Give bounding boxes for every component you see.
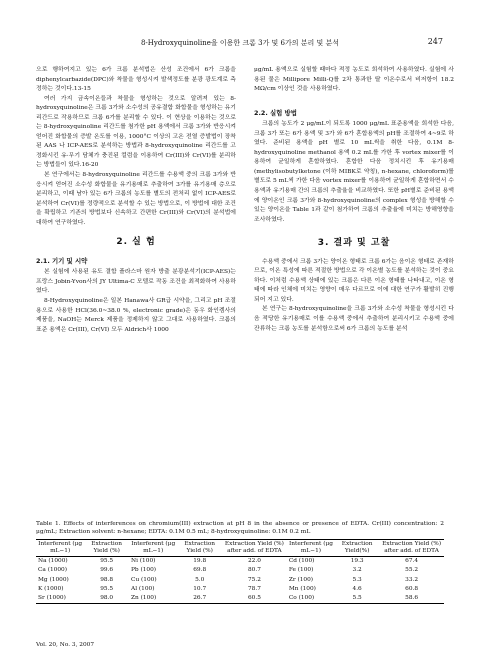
paragraph: 본 실험에 사용된 유도 결합 플라스마 원자 방출 분광분석기(ICP-AES)는 프랑스 Jobin-Yvon사의 JY Ultima-C 모델로 작동 조건을 최적화하여 사용하였다. bbox=[36, 269, 236, 295]
table-cell: 99.6 bbox=[100, 567, 114, 574]
table-cell: 95.5 bbox=[100, 558, 114, 564]
page-number: 247 bbox=[427, 37, 443, 46]
paragraph: 8-Hydroxyquinoline은 일본 Hanawa사 GR급 시약을, 그리고 pH 조절용으로 사용한 HCl(36.0~38.0 %, electronic grade)은 동우 화인켐사의 제품을, NaOH는 Merck 제품을 정제하지 않고 그대로 사용하였다. 크롬의 표준 용액은 Cr(III), Cr(VI) 모두 Aldrich사 1000 bbox=[36, 298, 236, 333]
column-header: Extraction Yield (%) bbox=[184, 541, 216, 554]
table-header-row bbox=[36, 540, 444, 557]
paragraph: 여러 가지 금속이온들과 착물을 형성하는 것으로 알려져 있는 8-hydroxyquinoline은 크롬 3가와 소수성의 공유결합 화합물을 형성하는 유기리간드로 작용하므로 크롬 6가를 분리할 수 있다. 이 현상을 이용하는 것으로는 8-hydroxyquinoline 리간드를 첨가한 pH 용액에서 크롬 3가와 반응시켜 얻어진 화합물의 증발 온도를 이용, 1000°C 이상의 고온 전열 증발법이 장착된 AAS 나 ICP-AES로 분석하는 방법과 8-hydroxyquinoline 리간드를 고정화시킨 유·무기 담체가 충진된 컬럼을 이용하여 Cr(III)와 Cr(VI)를 분리하는 방법들이 있다.16-20 bbox=[36, 95, 236, 169]
footer-volume: Vol. 20, No. 3, 2007 bbox=[36, 642, 95, 648]
table-cell: Zr (100) bbox=[288, 576, 314, 583]
table-cell: 75.2 bbox=[247, 576, 261, 583]
table-cell: Pb (100) bbox=[131, 567, 157, 574]
table-cell: Sr (1000) bbox=[38, 595, 66, 602]
table-cell: 98.8 bbox=[100, 576, 114, 583]
table-cell: 58.6 bbox=[405, 595, 419, 602]
paragraph: 수용액 중에서 크롬 3가는 양이온 형태로 크롬 6가는 음이온 형태로 존재하므로, 이온 특성에 따른 적절한 방법으로 각 이온별 농도를 분석하는 것이 중요하다. 이처럼 수용액 상태에 있는 크롬은 다른 이온 형태를 나타내고, 이온 형태에 따라 인체에 미치는 영향이 매우 다르므로 이에 대한 연구가 활발히 진행되어 지고 있다. bbox=[254, 258, 454, 303]
table-cell: 67.4 bbox=[405, 558, 419, 564]
table-cell: 80.7 bbox=[247, 567, 261, 574]
table-cell: 69.8 bbox=[193, 567, 207, 574]
paragraph: μg/mL 용액으로 실험할 때마다 적정 농도로 희석하여 사용하였다. 실험에 사용된 물은 Millipore Milli-Q를 2차 통과한 탈 이온수로서 비저항이 18.2 MΩ/cm 이상인 것을 사용하였다. bbox=[254, 67, 454, 93]
right-column bbox=[254, 66, 454, 334]
column-header: Extraction Yield (%) bbox=[91, 541, 123, 554]
table-cell: 22.0 bbox=[247, 558, 261, 564]
table-cell: 60.8 bbox=[405, 585, 419, 592]
table-row bbox=[36, 585, 444, 594]
table-cell: 26.7 bbox=[193, 595, 207, 602]
table-cell: 19.8 bbox=[193, 558, 207, 564]
table-cell: 78.7 bbox=[247, 585, 261, 592]
paragraph: 으로 행하여지고 있는 6가 크롬 분석법은 산성 조건에서 6가 크롬을 diphenylcarbazide(DPC)와 착물을 형성시켜 발색정도를 분광 광도계로 측정하는 것이다.13-15 bbox=[36, 67, 236, 93]
table-cell: 5.3 bbox=[352, 576, 362, 583]
table-cell: 95.5 bbox=[100, 585, 114, 592]
table-cell: 55.2 bbox=[405, 567, 419, 574]
subsection-title-method: 2.2. 실험 방법 bbox=[254, 108, 297, 117]
table-cell: Cu (100) bbox=[131, 576, 157, 583]
column-header: Extraction Yield (%) after add. of EDTA bbox=[224, 541, 284, 554]
table-cell: K (1000) bbox=[38, 585, 64, 592]
table-cell: Ni (100) bbox=[131, 558, 156, 564]
table-cell: 5.5 bbox=[352, 595, 362, 602]
table-cell: Zn (100) bbox=[131, 595, 157, 602]
section-title-results: 3. 결과 및 고찰 bbox=[317, 238, 391, 249]
column-header: Interferent (μg mL−1) bbox=[131, 541, 176, 554]
table-row bbox=[36, 566, 444, 575]
column-header: Extraction Yield (%) after add. of EDTA bbox=[382, 541, 442, 554]
table-row bbox=[36, 594, 444, 604]
paragraph: 본 연구에서는 8-hydroxyquinoline 리간드를 수용액 중의 크롬 3가와 반응시켜 얻어진 소수성 화합물을 유기용매로 추출하여 3가를 유기용매 층으로 분리하고, 이때 남아 있는 6가 크롬의 농도를 별도의 전처리 없이 ICP-AES로 분석하여 Cr(VI)를 정량적으로 분석할 수 있는 방법으로, 이 방법에 대한 조건을 확립하고 기존의 방법보다 신속하고 간편한 Cr(III)와 Cr(VI)의 분석법에 대하여 연구하였다. bbox=[36, 172, 236, 226]
paragraph: 크롬의 농도가 2 μg/mL이 되도록 1000 μg/mL 표준용액을 희석한 다음, 크롬 3가 또는 6가 용액 및 3가 와 6가 혼합용액의 pH를 조절하여 4~9로 하였다. 준비된 용액을 pH 별로 10 mL씩을 취한 다음, 0.1M 8-hydroxyquinoline methanol 용액 0.2 mL를 가한 후 vortex mixer를 이용하여 균일하게 혼합하였다. 혼합한 다음 정치시킨 후 유기용매(methylisobutylketone (이하 MIBK로 약칭), n-hexane, chloroform)를 별도로 5 mL씩 가한 다음 vortex mixer를 이용하여 균일하게 혼합하면서 수용액과 유기용매 간의 크롬의 추출율을 비교하였다. 또한 pH별로 준비된 용액에 양이온인 크롬 3가와 8-hydroxyquinoline의 complex 형성을 방해할 수 있는 양이온을 Table 1과 같이 첨가하여 크롬의 추출율에 미치는 방해영향을 조사하였다. bbox=[254, 121, 454, 223]
table-cell: 4.6 bbox=[352, 585, 362, 592]
table-cell: Na (1000) bbox=[38, 558, 68, 564]
table-row bbox=[36, 557, 444, 567]
table-cell: 5.0 bbox=[195, 576, 205, 583]
table-cell: 98.0 bbox=[100, 595, 114, 602]
table-caption: Table 1. Effects of interferences on chromium(III) extraction at pH 8 in the absence or presence of EDTA. Cr(III) concentration: 2 μg/mL; Extraction solvent: n-hexane; EDTA: 0.1M 0.5 mL; 8-hydroxyquinoline: 0.1M 0.2 mL bbox=[36, 521, 444, 535]
column-header: Interferent (μg mL−1) bbox=[38, 541, 83, 554]
table-cell: Co (100) bbox=[288, 595, 315, 602]
table-cell: 3.2 bbox=[352, 567, 362, 574]
table-cell: 33.2 bbox=[405, 576, 419, 583]
table-cell: Mn (100) bbox=[288, 585, 316, 592]
subsection-title-instruments: 2.1. 기기 및 시약 bbox=[36, 256, 88, 265]
table-1 bbox=[36, 520, 444, 604]
running-title: 8-Hydroxyquinoline을 이용한 크롬 3가 및 6가의 분리 및 분석 bbox=[140, 39, 340, 47]
table-cell: 60.5 bbox=[247, 595, 261, 602]
paragraph: 본 연구는 8-hydroxyquinoline을 크롬 3가와 소수성 착물을 형성시킨 다음 적당한 유기용매로 이를 수용액 중에서 추출하여 분리시키고 수용액 중에 잔류하는 크롬 농도를 분석함으로써 6가 크롬의 농도를 분석 bbox=[254, 306, 454, 332]
table-row bbox=[36, 576, 444, 585]
table-cell: Cd (100) bbox=[288, 558, 315, 564]
table-cell: Al (100) bbox=[131, 585, 155, 592]
left-column bbox=[36, 66, 236, 335]
table-cell: Mg (1000) bbox=[38, 576, 69, 583]
running-header bbox=[37, 38, 443, 52]
interference-table bbox=[36, 539, 444, 604]
table-cell: Fe (100) bbox=[288, 567, 314, 574]
column-header: Extraction Yield(%) bbox=[341, 541, 373, 554]
section-title-experiment: 2. 실 험 bbox=[116, 237, 156, 248]
table-cell: 10.7 bbox=[193, 585, 207, 592]
table-cell: Ca (1000) bbox=[38, 567, 68, 574]
table-cell: 19.3 bbox=[350, 558, 364, 564]
column-header: Interferent (μg mL−1) bbox=[288, 541, 333, 554]
